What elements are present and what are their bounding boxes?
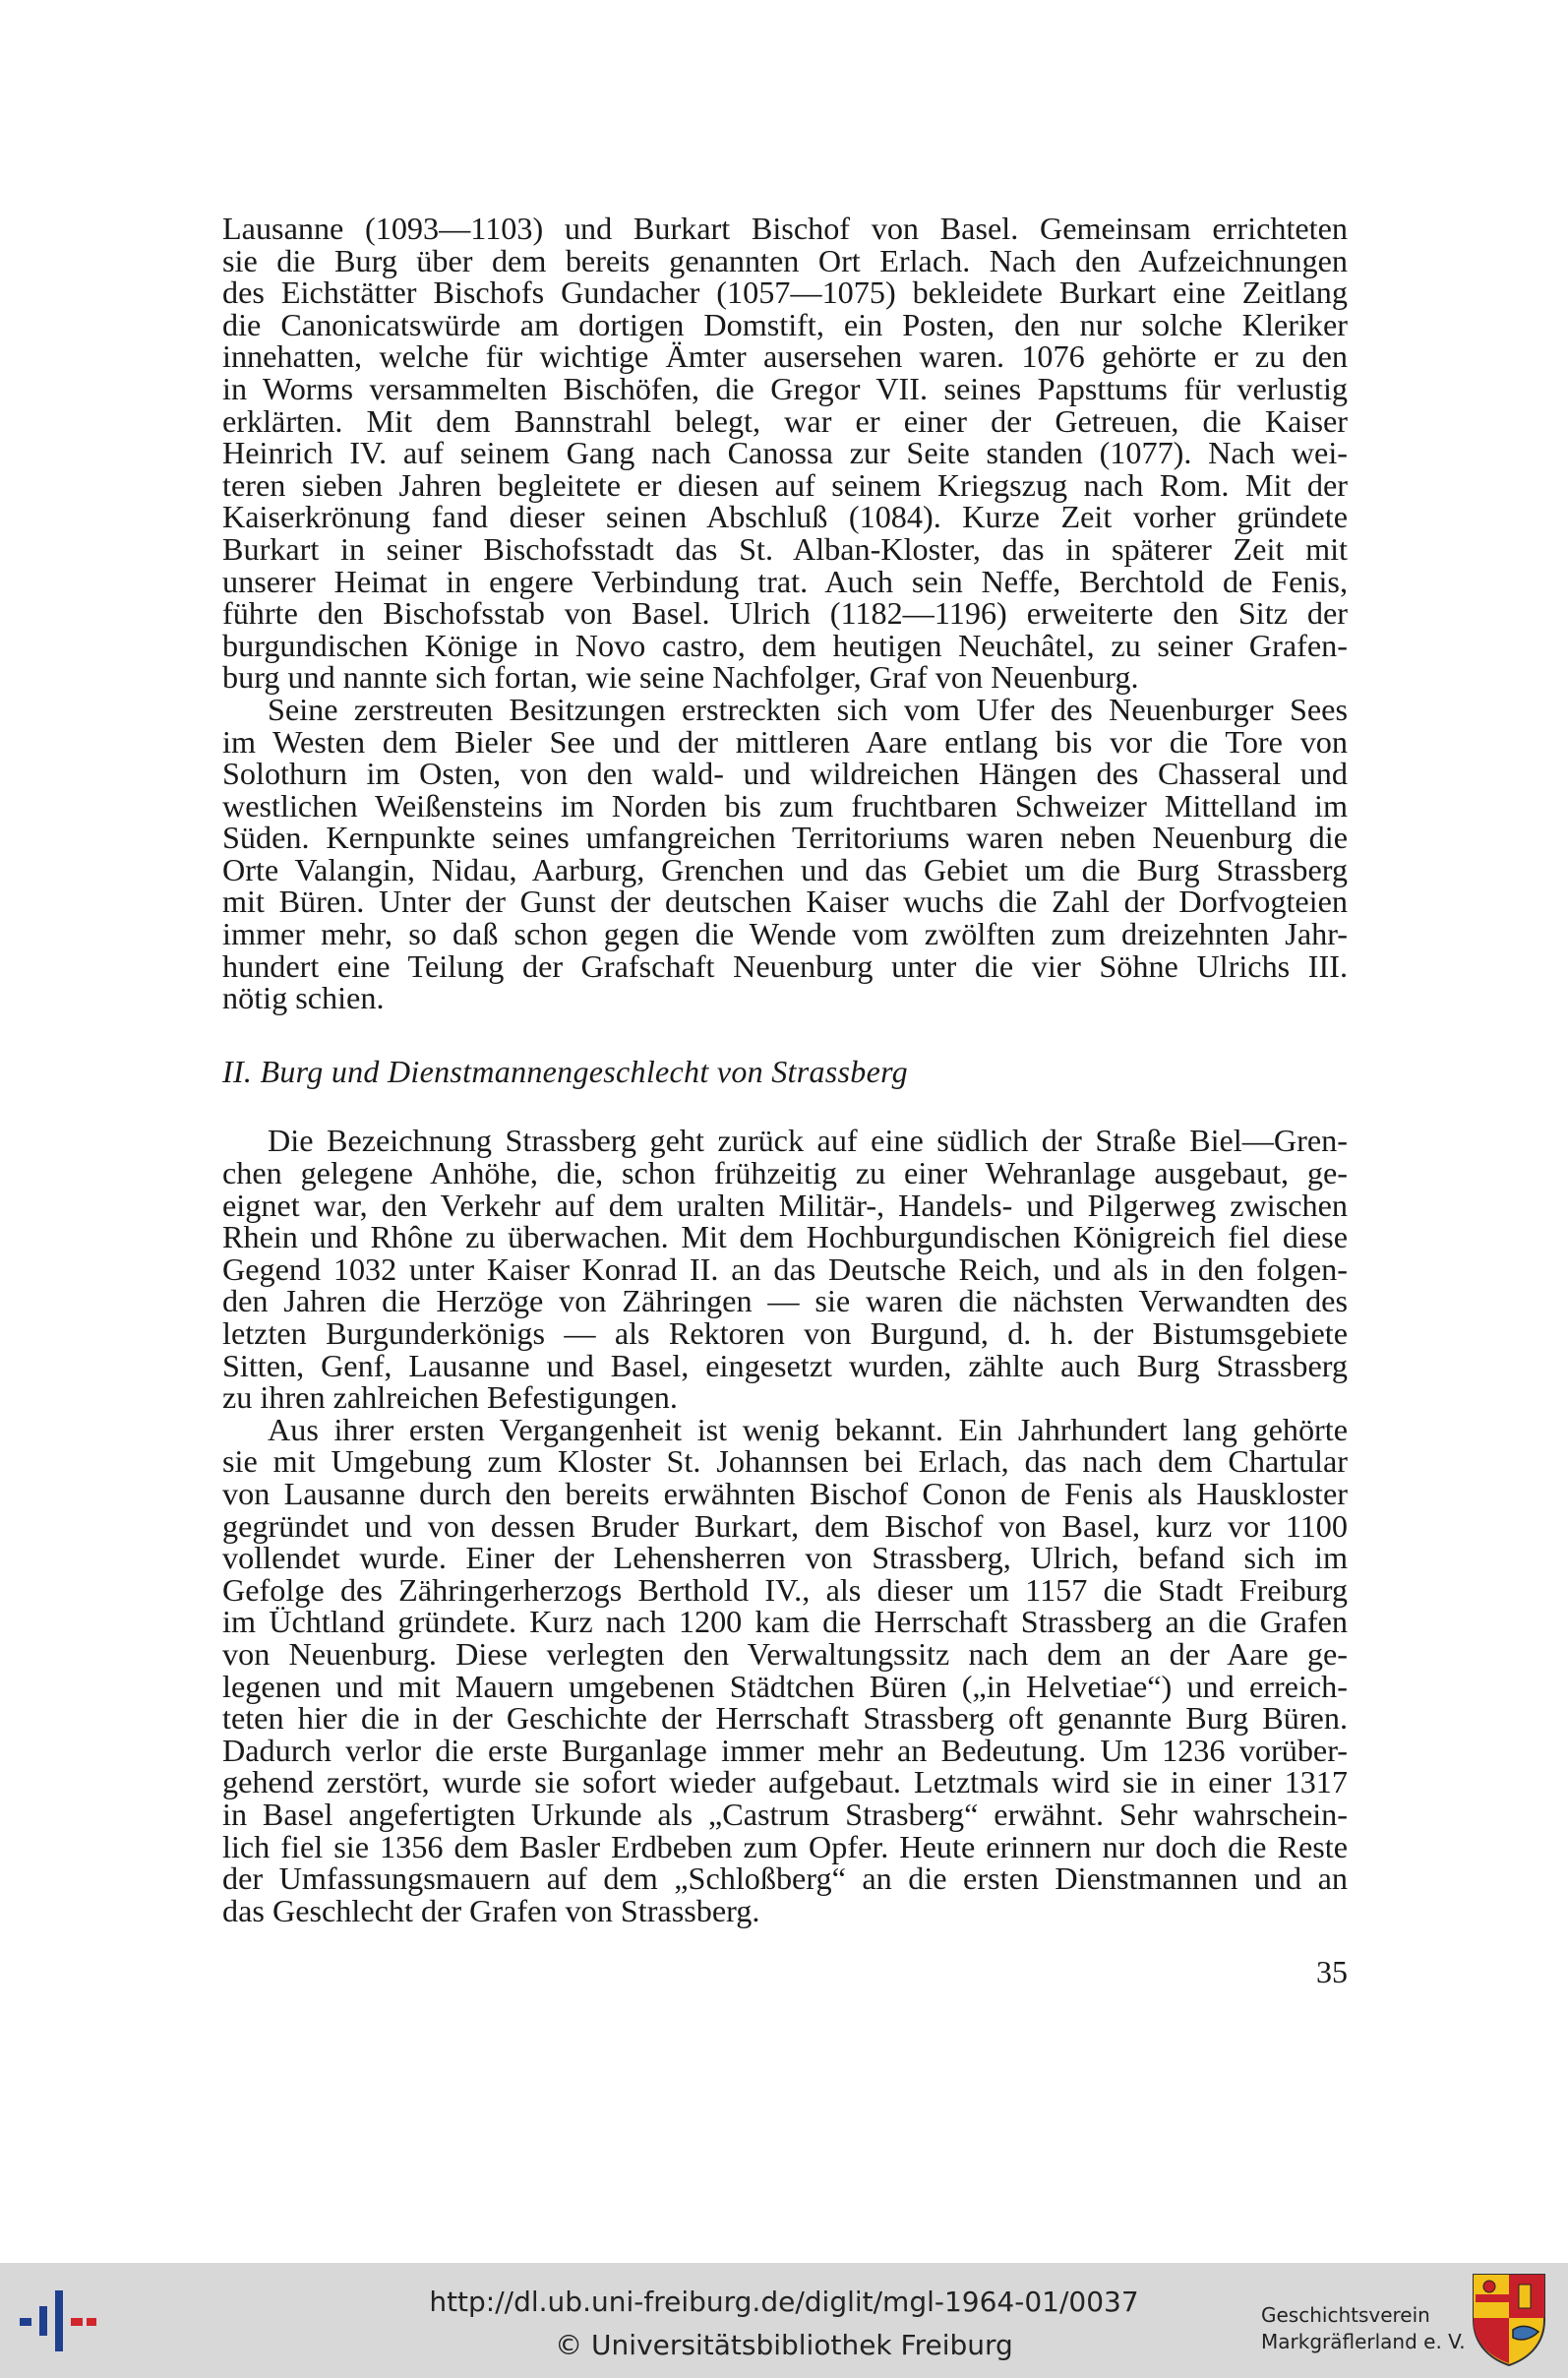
text-line: Gefolge des Zähringerherzogs Berthold IV., als dieser um 1157 die Stadt Freiburg: [222, 1571, 1348, 1608]
text-line: gegründet und von dessen Bruder Burkart, dem Bischof von Basel, kurz vor 1100: [222, 1507, 1348, 1544]
text-line: burgundischen Könige in Novo castro, dem heutigen Neuchâtel, zu seiner Grafen-: [222, 627, 1348, 663]
page-body: [222, 213, 1348, 1926]
text-line: Aus ihrer ersten Vergangenheit ist wenig bekannt. Ein Jahrhundert lang gehörte: [268, 1411, 1348, 1447]
paragraph-4: [222, 1411, 1348, 1928]
text-line: das Geschlecht der Grafen von Strassberg.: [222, 1892, 760, 1928]
paragraph-3: [222, 1123, 1348, 1416]
section-heading: II. Burg und Dienstmannengeschlecht von Strassberg: [222, 1053, 908, 1089]
text-line: Seine zerstreuten Besitzungen erstreckten sich vom Ufer des Neuenburger Sees: [268, 691, 1348, 727]
text-line: letzten Burgunderkönigs — als Rektoren von Burgund, d. h. der Bistumsgebiete: [222, 1315, 1348, 1351]
text-line: nötig schien.: [222, 980, 385, 1016]
text-line: chen gelegene Anhöhe, die, schon frühzeitig zu einer Wehranlage ausgebaut, ge-: [222, 1155, 1348, 1191]
text-line: Burkart in seiner Bischofsstadt das St. Alban-Kloster, das in späterer Zeit mit: [222, 530, 1348, 567]
text-line: teten hier die in der Geschichte der Herrschaft Strassberg oft genannte Burg Büren.: [222, 1700, 1348, 1737]
text-line: von Lausanne durch den bereits erwähnten Bischof Conon de Fenis als Hauskloster: [222, 1475, 1348, 1511]
text-line: sie mit Umgebung zum Kloster St. Johannsen bei Erlach, das nach dem Chartular: [222, 1443, 1348, 1480]
text-line: burg und nannte sich fortan, wie seine Nachfolger, Graf von Neuenburg.: [222, 659, 1139, 696]
text-line: innehatten, welche für wichtige Ämter ausersehen waren. 1076 gehörte er zu den: [222, 338, 1348, 375]
text-line: Die Bezeichnung Strassberg geht zurück auf eine südlich der Straße Biel—Gren-: [268, 1123, 1348, 1159]
text-line: des Eichstätter Bischofs Gundacher (1057—1075) bekleidete Burkart eine Zeitlang: [222, 274, 1348, 311]
text-line: immer mehr, so daß schon gegen die Wende vom zwölften zum dreizehnten Jahr-: [222, 916, 1348, 952]
text-line: mit Büren. Unter der Gunst der deutschen Kaiser wuchs die Zahl der Dorfvogteien: [222, 884, 1348, 920]
text-line: Kaiserkrönung fand dieser seinen Abschluß (1084). Kurze Zeit vorher gründete: [222, 499, 1348, 535]
text-line: führte den Bischofsstab von Basel. Ulrich (1182—1196) erweiterte den Sitz der: [222, 595, 1348, 632]
text-line: vollendet wurde. Einer der Lehensherren von Strassberg, Ulrich, befand sich im: [222, 1540, 1348, 1576]
footer-url-link[interactable]: http://dl.ub.uni-freiburg.de/diglit/mgl-1964-01/0037: [429, 2286, 1139, 2318]
paragraph-1: [222, 213, 1348, 694]
text-line: teren sieben Jahren begleitete er diesen auf seinem Kriegszug nach Rom. Mit der: [222, 466, 1348, 503]
text-line: sie die Burg über dem bereits genannten Ort Erlach. Nach den Aufzeichnungen: [222, 242, 1348, 278]
text-line: in Worms versammelten Bischöfen, die Gregor VII. seines Papsttums für verlustig: [222, 370, 1348, 406]
society-name: [1261, 2302, 1468, 2355]
text-line: zu ihren zahlreichen Befestigungen.: [222, 1379, 678, 1416]
text-line: legenen und mit Mauern umgebenen Städtchen Büren („in Helvetiae“) und erreich-: [222, 1668, 1348, 1704]
text-line: Rhein und Rhône zu überwachen. Mit dem Hochburgundischen Königreich fiel diese: [222, 1219, 1348, 1255]
text-line: Heinrich IV. auf seinem Gang nach Canossa zur Seite standen (1077). Nach wei-: [222, 435, 1348, 471]
text-line: die Canonicatswürde am dortigen Domstift, ein Posten, den nur solche Kleriker: [222, 306, 1348, 342]
text-line: gehend zerstört, wurde sie sofort wieder aufgebaut. Letztmals wird sie in einer 1317: [222, 1764, 1348, 1800]
text-line: im Üchtland gründete. Kurz nach 1200 kam die Herrschaft Strassberg an die Grafen: [222, 1604, 1348, 1640]
footer-copyright: © Universitätsbibliothek Freiburg: [555, 2329, 1013, 2361]
text-line: den Jahren die Herzöge von Zähringen — sie waren die nächsten Verwandten des: [222, 1283, 1348, 1319]
text-line: Sitten, Genf, Lausanne und Basel, eingesetzt wurden, zählte auch Burg Strassberg: [222, 1347, 1348, 1383]
page-number: 35: [1316, 1954, 1348, 1989]
text-line: hundert eine Teilung der Grafschaft Neuenburg unter die vier Söhne Ulrichs III.: [222, 947, 1348, 984]
society-name-line-1: Geschichtsverein: [1261, 2303, 1430, 2327]
text-line: unserer Heimat in engere Verbindung trat. Auch sein Neffe, Berchtold de Fenis,: [222, 563, 1348, 599]
text-line: eignet war, den Verkehr auf dem uralten Militär-, Handels- und Pilgerweg zwischen: [222, 1187, 1348, 1223]
text-line: von Neuenburg. Diese verlegten den Verwaltungssitz nach dem an der Aare ge-: [222, 1635, 1348, 1672]
text-line: der Umfassungsmauern auf dem „Schloßberg“ an die ersten Dienstmannen und an: [222, 1860, 1348, 1897]
text-line: Dadurch verlor die erste Burganlage immer mehr an Bedeutung. Um 1236 vorüber-: [222, 1732, 1348, 1768]
text-line: Solothurn im Osten, von den wald- und wildreichen Hängen des Chasseral und: [222, 756, 1348, 792]
text-line: in Basel angefertigten Urkunde als „Castrum Strasberg“ erwähnt. Sehr wahrschein-: [222, 1796, 1348, 1832]
society-name-line-2: Markgräflerland e. V.: [1261, 2330, 1466, 2353]
coat-of-arms-icon: [1470, 2269, 1548, 2367]
text-line: Süden. Kernpunkte seines umfangreichen Territoriums waren neben Neuenburg die: [222, 820, 1348, 856]
text-line: Orte Valangin, Nidau, Aarburg, Grenchen und das Gebiet um die Burg Strassberg: [222, 851, 1348, 887]
text-line: erklärten. Mit dem Bannstrahl belegt, war er einer der Getreuen, die Kaiser: [222, 402, 1348, 439]
text-line: Lausanne (1093—1103) und Burkart Bischof von Basel. Gemeinsam errichteten: [222, 211, 1348, 246]
text-line: westlichen Weißensteins im Norden bis zum fruchtbaren Schweizer Mittelland im: [222, 787, 1348, 823]
text-line: Gegend 1032 unter Kaiser Konrad II. an das Deutsche Reich, und als in den folgen-: [222, 1250, 1348, 1287]
paragraph-2: [222, 691, 1348, 1016]
text-line: im Westen dem Bieler See und der mittleren Aare entlang bis vor die Tore von: [222, 723, 1348, 760]
text-line: lich fiel sie 1356 dem Basler Erdbeben zum Opfer. Heute erinnern nur doch die Reste: [222, 1828, 1348, 1864]
